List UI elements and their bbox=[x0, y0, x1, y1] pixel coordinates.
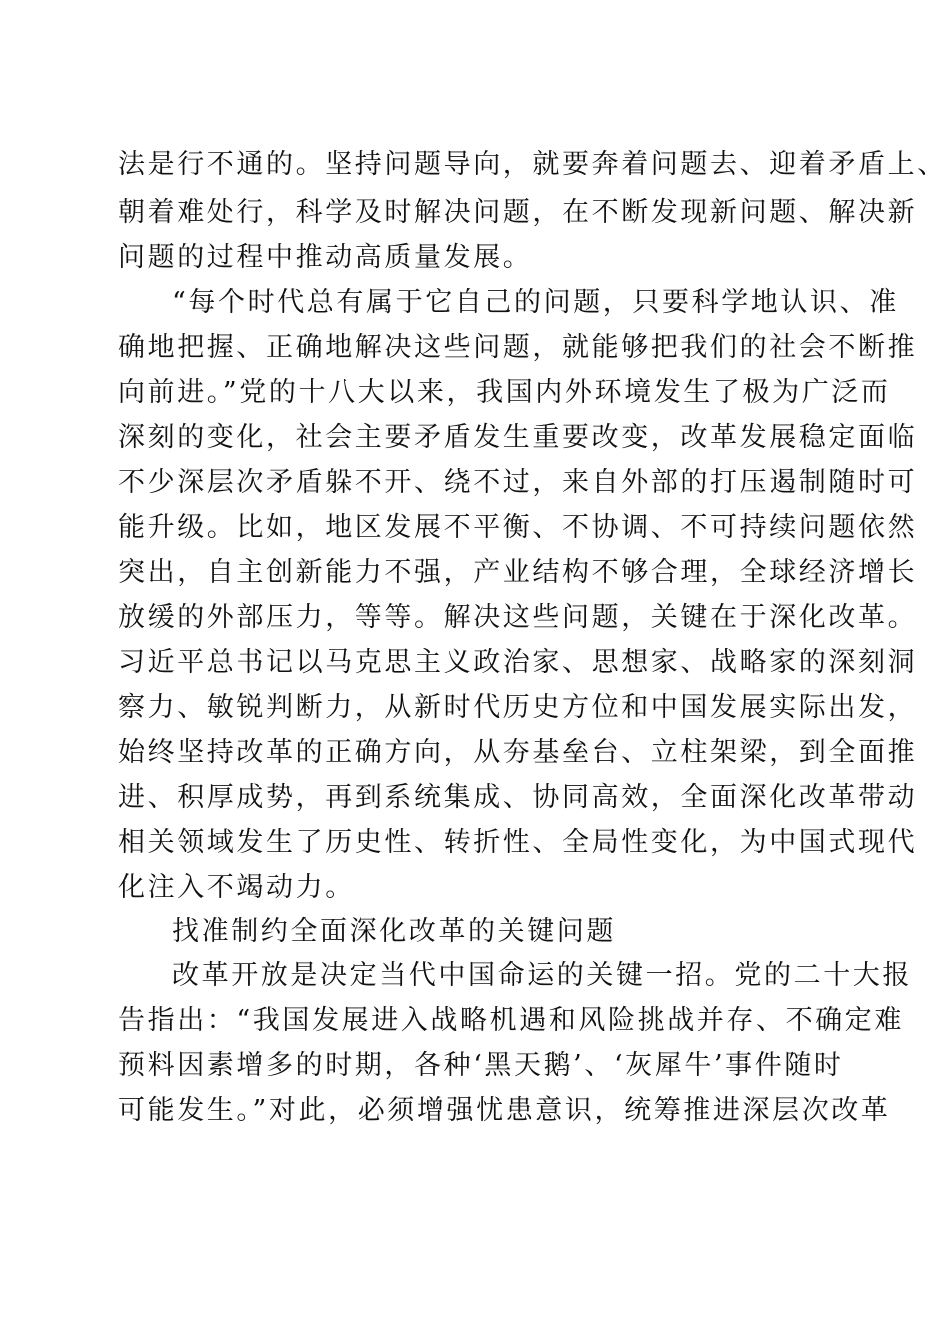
text-line: 放缓的外部压力，等等。解决这些问题，关键在于深化改革。 bbox=[118, 602, 918, 633]
text-line: 习近平总书记以马克思主义政治家、思想家、战略家的深刻洞 bbox=[118, 647, 918, 678]
text-line: 相关领域发生了历史性、转折性、全局性变化，为中国式现代 bbox=[118, 827, 918, 858]
text-line: 告指出：“我国发展进入战略机遇和风险挑战并存、不确定难 bbox=[118, 1005, 905, 1036]
text-line: 深刻的变化，社会主要矛盾发生重要改变，改革发展稳定面临 bbox=[118, 422, 918, 453]
paragraph-start: 改革开放是决定当代中国命运的关键一招。党的二十大报 bbox=[172, 960, 912, 991]
text-line: 能升级。比如，地区发展不平衡、不协调、不可持续问题依然 bbox=[118, 512, 918, 543]
text-line: 向前进。”党的十八大以来，我国内外环境发生了极为广泛而 bbox=[118, 377, 891, 408]
text-line: 进、积厚成势，再到系统集成、协同高效，全面深化改革带动 bbox=[118, 782, 918, 813]
text-line: 预料因素增多的时期，各种‘黑天鹅’、‘灰犀牛’事件随时 bbox=[118, 1050, 844, 1081]
text-line: 法是行不通的。坚持问题导向，就要奔着问题去、迎着矛盾上、 bbox=[118, 149, 947, 180]
text-line: 察力、敏锐判断力，从新时代历史方位和中国发展实际出发， bbox=[118, 692, 918, 723]
text-line: 确地把握、正确地解决这些问题，就能够把我们的社会不断推 bbox=[118, 332, 918, 363]
text-line: 问题的过程中推动高质量发展。 bbox=[118, 242, 533, 273]
text-line: 朝着难处行，科学及时解决问题，在不断发现新问题、解决新 bbox=[118, 197, 918, 228]
text-line: 化注入不竭动力。 bbox=[118, 872, 355, 903]
text-line: 不少深层次矛盾躲不开、绕不过，来自外部的打压遏制随时可 bbox=[118, 467, 918, 498]
paragraph-start: “每个时代总有属于它自己的问题，只要科学地认识、准 bbox=[172, 287, 899, 318]
text-line: 突出，自主创新能力不强，产业结构不够合理，全球经济增长 bbox=[118, 557, 918, 588]
text-line: 可能发生。”对此，必须增强忧患意识，统筹推进深层次改革 bbox=[118, 1095, 891, 1126]
section-heading: 找准制约全面深化改革的关键问题 bbox=[172, 916, 616, 947]
text-line: 始终坚持改革的正确方向，从夯基垒台、立柱架梁，到全面推 bbox=[118, 737, 918, 768]
